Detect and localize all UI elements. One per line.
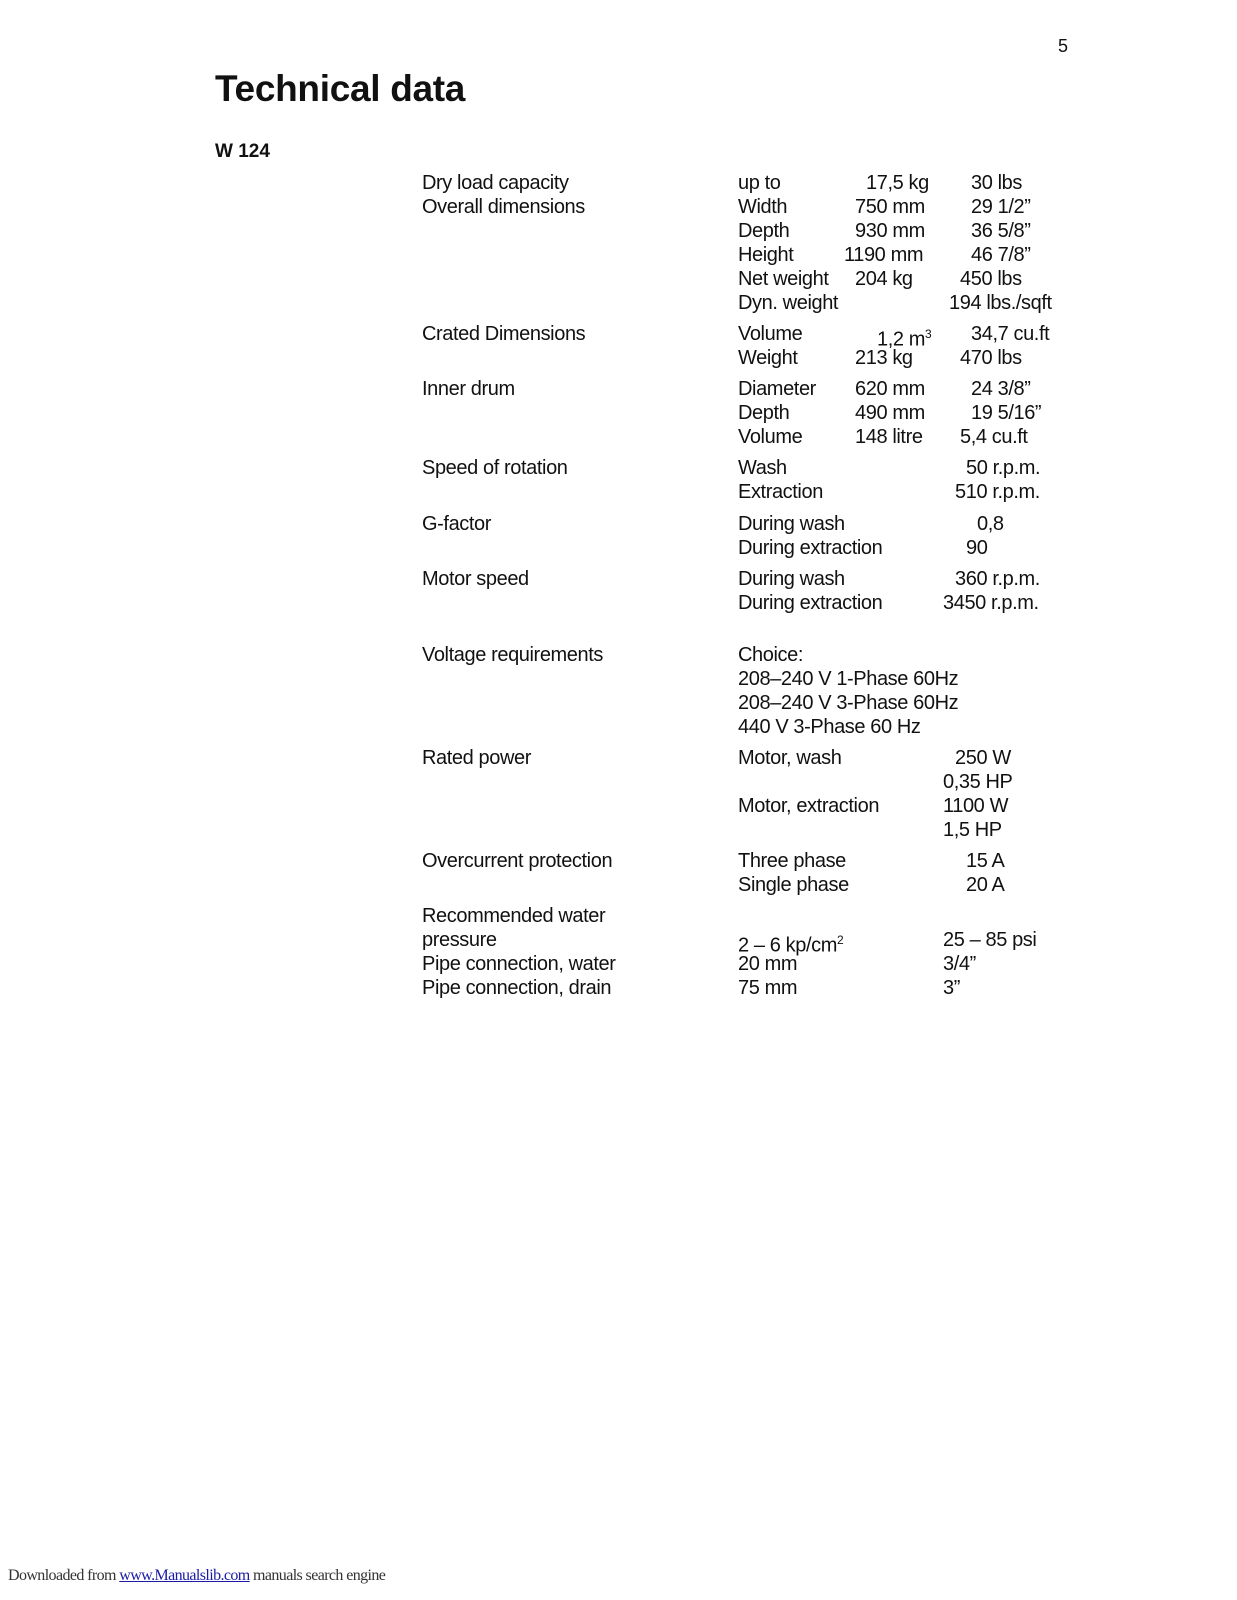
spec-value: 0,8 [977,513,1004,535]
manualslib-link[interactable]: www.Manualslib.com [119,1567,250,1584]
spec-value: 360 r.p.m. [955,568,1040,590]
spec-name: Single phase [738,874,849,896]
spec-metric: 620 mm [855,378,925,400]
spec-metric: 20 mm [738,953,798,975]
spec-voltage-option: 208–240 V 3-Phase 60Hz [738,692,959,714]
spec-imperial: 3/4” [943,953,976,975]
spec-value: 90 [966,537,988,559]
spec-name: Diameter [738,378,816,400]
spec-label-motor-speed: Motor speed [422,568,529,590]
spec-metric: 750 mm [855,196,925,218]
spec-name: Dyn. weight [738,292,839,314]
spec-imperial: 194 lbs./sqft [949,292,1052,314]
spec-value: 15 A [966,850,1005,872]
spec-metric: 213 kg [855,347,913,369]
spec-imperial: 24 3/8” [971,378,1031,400]
spec-value: 250 W [955,747,1011,769]
page-title: Technical data [215,68,466,109]
spec-name: Net weight [738,268,829,290]
spec-imperial: 46 7/8” [971,244,1031,266]
spec-name: Volume [738,323,803,345]
footer-prefix: Downloaded from [8,1567,120,1584]
spec-label-rated-power: Rated power [422,747,531,769]
spec-label-dry-load: Dry load capacity [422,172,569,194]
spec-name: Volume [738,426,803,448]
page-number: 5 [1058,36,1069,56]
spec-voltage-option: 208–240 V 1-Phase 60Hz [738,668,959,690]
spec-name: Three phase [738,850,846,872]
footer-suffix: manuals search engine [249,1567,386,1584]
spec-label-pipe-water: Pipe connection, water [422,953,616,975]
spec-imperial: 36 5/8” [971,220,1031,242]
spec-value: 0,35 HP [943,771,1013,793]
spec-value: 50 r.p.m. [966,457,1041,479]
spec-name: Width [738,196,788,218]
download-footer [8,1567,385,1585]
spec-qualifier: up to [738,172,781,194]
spec-label-speed: Speed of rotation [422,457,568,479]
spec-value: 1100 W [943,795,1009,817]
spec-imperial: 5,4 cu.ft [960,426,1028,448]
spec-name: Weight [738,347,798,369]
spec-value: 1,5 HP [943,819,1002,841]
spec-label-water-pressure-cont: pressure [422,929,497,951]
spec-name: Height [738,244,794,266]
spec-metric: 490 mm [855,402,925,424]
spec-metric: 2 – 6 $kp/cm^2$ [738,933,844,957]
spec-name: Motor, wash [738,747,842,769]
spec-imperial: 450 lbs [960,268,1022,290]
spec-value: 510 r.p.m. [955,481,1040,503]
spec-voltage-choice: Choice: [738,644,804,666]
spec-metric: 1,2 $m^3$ [877,327,932,351]
spec-name: Depth [738,402,790,424]
spec-metric: 17,5 kg [866,172,929,194]
spec-voltage-option: 440 V 3-Phase 60 Hz [738,716,921,738]
spec-label-pipe-drain: Pipe connection, drain [422,977,612,999]
spec-label-water-pressure: Recommended water [422,905,606,927]
spec-label-voltage: Voltage requirements [422,644,604,666]
spec-label-inner-drum: Inner drum [422,378,515,400]
spec-label-overall: Overall dimensions [422,196,585,218]
spec-label-crated: Crated Dimensions [422,323,586,345]
spec-value: 3450 r.p.m. [943,592,1039,614]
spec-name: Extraction [738,481,823,503]
spec-metric: 204 kg [855,268,913,290]
spec-metric: 148 litre [855,426,923,448]
spec-imperial: 29 1/2” [971,196,1031,218]
spec-label-overcurrent: Overcurrent protection [422,850,613,872]
spec-metric: 930 mm [855,220,925,242]
spec-imperial: 470 lbs [960,347,1022,369]
spec-metric: 75 mm [738,977,798,999]
spec-imperial: 34,7 cu.ft [971,323,1050,345]
model-heading: W 124 [215,141,270,162]
spec-name: During wash [738,513,845,535]
spec-imperial: 3” [943,977,960,999]
spec-imperial: 25 – 85 psi [943,929,1037,951]
spec-imperial: 30 lbs [971,172,1022,194]
spec-name: Wash [738,457,787,479]
spec-imperial: 19 5/16” [971,402,1042,424]
spec-metric: 1190 mm [844,244,924,266]
spec-label-gfactor: G-factor [422,513,492,535]
spec-name: During extraction [738,537,883,559]
spec-name: During wash [738,568,845,590]
spec-name: During extraction [738,592,883,614]
spec-name: Depth [738,220,790,242]
spec-value: 20 A [966,874,1005,896]
spec-name: Motor, extraction [738,795,880,817]
